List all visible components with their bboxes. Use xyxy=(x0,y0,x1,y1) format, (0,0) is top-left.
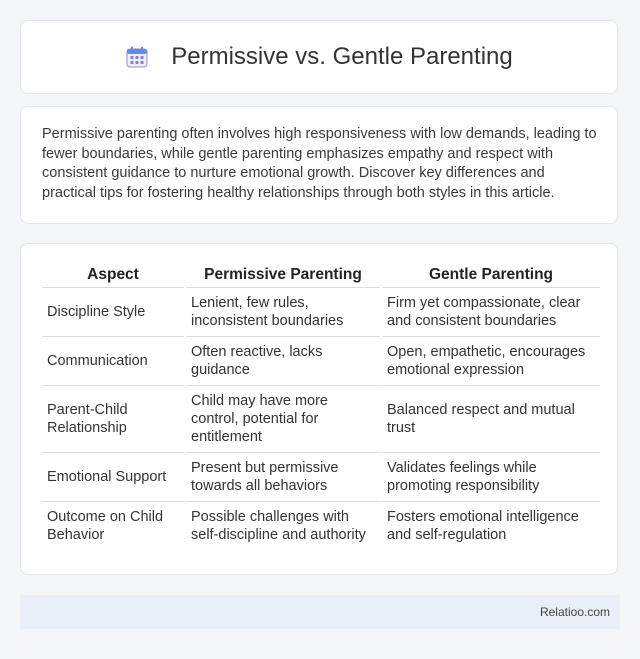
cell-gentle: Balanced respect and mutual trust xyxy=(382,386,600,453)
calendar-icon xyxy=(125,45,149,69)
intro-card xyxy=(20,106,618,224)
header-card xyxy=(20,20,618,94)
header-permissive: Permissive Parenting xyxy=(186,264,380,288)
cell-permissive: Child may have more control, potential for entitlement xyxy=(186,386,380,453)
cell-gentle: Fosters emotional intelligence and self-regulation xyxy=(387,509,579,543)
cell-gentle: Firm yet compassionate, clear and consistent boundaries xyxy=(382,288,600,337)
intro-text: Permissive parenting often involves high responsiveness with low demands, leading to fewer boundaries, while gentle parenting emphasizes empathy and respect with consistent guidance to nurture emotional growth. Discover key differences and practical tips for fostering healthy relationships through both styles in this article. xyxy=(42,126,597,201)
footer-brand[interactable]: Relatioo.com xyxy=(539,605,610,619)
table-row xyxy=(42,288,600,337)
cell-permissive: Possible challenges with self-discipline and authority xyxy=(191,509,366,543)
cell-aspect: Outcome on Child Behavior xyxy=(47,509,164,543)
comparison-table xyxy=(40,264,602,550)
cell-aspect: Parent-Child Relationship xyxy=(42,386,184,453)
table-header-row xyxy=(42,264,600,288)
cell-gentle: Open, empathetic, encourages emotional expression xyxy=(382,337,600,386)
table-row xyxy=(42,386,600,453)
header-aspect: Aspect xyxy=(42,264,184,288)
cell-permissive: Present but permissive towards all behaviors xyxy=(186,453,380,502)
cell-aspect: Emotional Support xyxy=(42,453,184,502)
header-gentle: Gentle Parenting xyxy=(382,264,600,288)
footer xyxy=(20,595,620,629)
cell-gentle: Validates feelings while promoting responsibility xyxy=(382,453,600,502)
cell-permissive: Often reactive, lacks guidance xyxy=(186,337,380,386)
table-row xyxy=(42,502,600,550)
cell-permissive: Lenient, few rules, inconsistent boundaries xyxy=(186,288,380,337)
table-row xyxy=(42,453,600,502)
table-row xyxy=(42,337,600,386)
page-title: Permissive vs. Gentle Parenting xyxy=(171,43,513,70)
cell-aspect: Communication xyxy=(42,337,184,386)
cell-aspect: Discipline Style xyxy=(42,288,184,337)
comparison-card xyxy=(20,243,618,575)
